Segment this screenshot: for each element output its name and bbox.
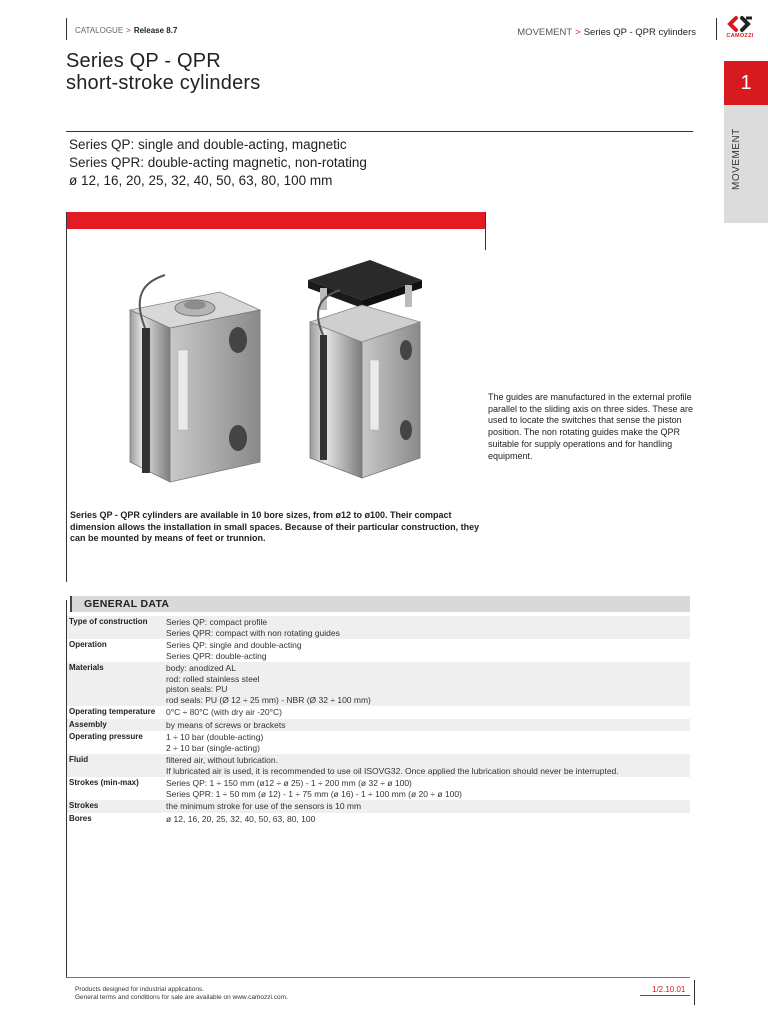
row-value-line: Series QP: compact profile xyxy=(166,617,268,627)
table-row xyxy=(67,706,690,719)
table-row xyxy=(67,662,690,706)
row-value-line: 2 ÷ 10 bar (single-acting) xyxy=(166,742,260,753)
row-value-line: If lubricated air is used, it is recommended to use oil ISOVG32. Once applied the lubrication should never be interrupted. xyxy=(166,765,619,776)
row-value-line: 0°C ÷ 80°C (with dry air -20°C) xyxy=(166,707,282,717)
breadcrumb-separator: > xyxy=(126,26,131,35)
title-underline xyxy=(66,131,693,132)
row-values xyxy=(166,707,690,718)
table-row xyxy=(67,616,690,639)
product-description: Series QP - QPR cylinders are available in 10 bore sizes, from ø12 to ø100. Their compact dimension allows the installation in small spaces. Because of their particular construction, they can be mounted by means of feet or trunnion. xyxy=(70,510,480,543)
general-data-marker xyxy=(70,596,72,612)
page-title xyxy=(66,50,260,94)
general-data-title: GENERAL DATA xyxy=(84,598,170,610)
row-value-line: rod: rolled stainless steel xyxy=(166,673,260,684)
table-row xyxy=(67,800,690,813)
catalogue-link[interactable]: CATALOGUE xyxy=(75,26,124,35)
row-label: Assembly xyxy=(69,719,107,729)
row-value-line: 1 ÷ 10 bar (double-acting) xyxy=(166,732,264,742)
qpr-cylinder xyxy=(308,260,422,478)
row-values xyxy=(166,801,690,812)
table-row xyxy=(67,731,690,754)
row-value-line: rod seals: PU (Ø 12 ÷ 25 mm) - NBR (Ø 32 ÷ 100 mm) xyxy=(166,694,371,705)
breadcrumb-separator: > xyxy=(575,27,581,38)
current-page-label: Series QP - QPR cylinders xyxy=(583,27,696,38)
general-data-table xyxy=(67,616,690,825)
section-link[interactable]: MOVEMENT xyxy=(517,27,573,38)
section-side-label: MOVEMENT xyxy=(731,128,742,190)
row-label: Materials xyxy=(69,663,104,672)
subtitle-line-1: Series QP: single and double-acting, magnetic xyxy=(69,137,347,152)
footer-line-1: Products designed for industrial applications. xyxy=(75,986,204,993)
table-row xyxy=(67,813,690,826)
table-row xyxy=(67,777,690,800)
catalogue-breadcrumb xyxy=(75,26,177,35)
release-label: Release 8.7 xyxy=(133,26,178,35)
row-value-line: filtered air, without lubrication. xyxy=(166,755,278,765)
footer-notes xyxy=(75,986,288,1002)
row-value-line: piston seals: PU xyxy=(166,684,228,694)
row-value-line: ø 12, 16, 20, 25, 32, 40, 50, 63, 80, 100 xyxy=(166,813,316,824)
row-value-line: by means of screws or brackets xyxy=(166,719,286,730)
footer-line-2: General terms and conditions for sale are available on www.camozzi.com. xyxy=(75,994,288,1001)
section-breadcrumb xyxy=(517,27,696,38)
footer-right-rule xyxy=(694,980,695,1005)
footer-rule xyxy=(66,977,690,978)
row-value-line: Series QP: single and double-acting xyxy=(166,640,302,650)
row-label: Fluid xyxy=(69,755,89,764)
header-left-rule xyxy=(66,18,67,40)
row-value-line: Series QPR: compact with non rotating guides xyxy=(166,627,340,638)
table-row xyxy=(67,754,690,777)
subtitle-line-2: Series QPR: double-acting magnetic, non-rotating xyxy=(69,155,367,170)
row-values xyxy=(166,617,690,638)
guides-description: The guides are manufactured in the external profile parallel to the sliding axis on three sides. These are used to locate the switches that sense the piston position. The non rotating guides make the QPR suitable for supply operations and for handling equipment. xyxy=(488,392,693,461)
row-values xyxy=(166,663,690,705)
row-value-line: Series QPR: 1 ÷ 50 mm (ø 12) - 1 ÷ 75 mm (ø 16) - 1 ÷ 100 mm (ø 20 ÷ ø 100) xyxy=(166,788,462,799)
row-values xyxy=(166,720,690,731)
row-label: Type of construction xyxy=(69,617,148,626)
row-values xyxy=(166,732,690,753)
row-values xyxy=(166,640,690,661)
row-value-line: Series QP: 1 ÷ 150 mm (ø12 ÷ ø 25) - 1 ÷ 200 mm (ø 32 ÷ ø 100) xyxy=(166,778,412,788)
row-values xyxy=(166,778,690,799)
section-number-badge: 1 xyxy=(724,61,768,105)
row-label: Strokes xyxy=(69,801,99,810)
title-line-1: Series QP - QPR xyxy=(66,50,221,72)
title-line-2: short-stroke cylinders xyxy=(66,72,261,94)
row-value-line: body: anodized AL xyxy=(166,663,236,673)
row-values xyxy=(166,755,690,776)
row-label: Operating temperature xyxy=(69,707,156,716)
row-label: Bores xyxy=(69,813,92,823)
subtitle-line-3: ø 12, 16, 20, 25, 32, 40, 50, 63, 80, 100 mm xyxy=(69,173,333,188)
logo-text: CAMOZZI xyxy=(726,33,754,39)
cylinders-product-photo xyxy=(70,250,480,505)
row-value-line: the minimum stroke for use of the sensors is 10 mm xyxy=(166,801,362,811)
qp-cylinder xyxy=(130,275,260,482)
header-right-rule xyxy=(716,18,717,40)
redbar-right-rule xyxy=(485,212,486,250)
content-left-rule xyxy=(66,212,67,582)
page-identifier: 1/2.10.01 xyxy=(652,985,686,994)
table-row xyxy=(67,639,690,662)
subtitle-block xyxy=(69,136,367,190)
row-label: Operating pressure xyxy=(69,732,143,741)
table-row xyxy=(67,719,690,732)
row-values xyxy=(166,814,690,825)
section-red-bar xyxy=(67,212,485,229)
row-value-line: Series QPR: double-acting xyxy=(166,650,267,661)
page-identifier-underline xyxy=(640,995,690,996)
row-label: Strokes (min-max) xyxy=(69,778,139,787)
row-label: Operation xyxy=(69,640,107,649)
